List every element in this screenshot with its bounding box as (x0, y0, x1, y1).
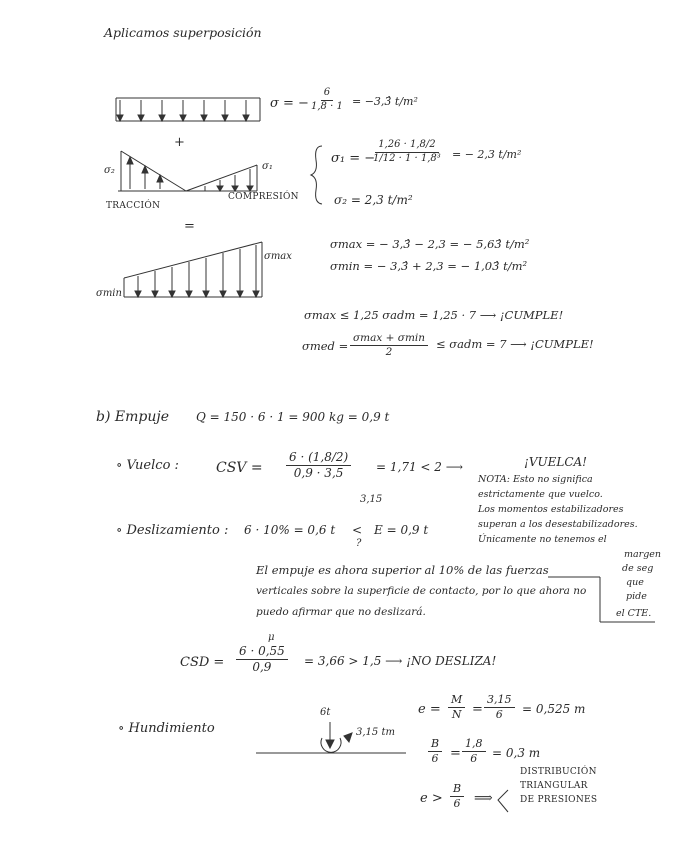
sigma-result: = −3,3̂ t/m² (352, 95, 418, 108)
bending-diagram (118, 151, 257, 191)
plus-sign: + (174, 135, 185, 150)
e-prefix: e = (418, 702, 441, 717)
csv-under: 3,15 (360, 494, 383, 505)
e-gt-den: 6 (453, 796, 461, 810)
dist-line: DISTRIBUCIÓN (520, 767, 597, 777)
csv-den: 0,9 · 3,5 (293, 465, 344, 480)
nota-line: Únicamente no tenemos el (478, 534, 607, 545)
sigma-min-line: σmin = − 3,3̂ + 2,3 = − 1,03̂ t/m² (330, 259, 528, 273)
nota-line: Los momentos estabilizadores (478, 504, 624, 515)
empuje-header: b) Empuje (96, 409, 169, 425)
brace (311, 146, 322, 204)
sigma-num: 6 (321, 88, 333, 101)
csv-fraction (286, 451, 351, 479)
e-fraction-2 (484, 694, 515, 720)
csv-prefix: CSV = (216, 460, 263, 476)
dist-line: DE PRESIONES (520, 795, 598, 805)
deslizamiento-e: E = 0,9 t (374, 523, 429, 537)
e-gt-prefix: e > (420, 791, 443, 806)
csd-fraction (236, 645, 288, 673)
b6-num-1: B (428, 738, 442, 752)
margen-line: margen (624, 549, 662, 560)
e-num-2: 3,15 (484, 694, 515, 708)
moment-label: 3,15 tm (356, 727, 395, 738)
dist-brace (498, 790, 508, 812)
empuje-equation: Q = 150 · 6 · 1 = 900 kg = 0,9 t (196, 410, 390, 424)
csd-num: 6 · 0,55 (236, 645, 288, 660)
sigma-max-line: σmax = − 3,3̂ − 2,3 = − 5,63̂ t/m² (330, 237, 530, 251)
hundimiento-label: ∘ Hundimiento (118, 721, 215, 736)
csv-result: = 1,71 < 2 ⟶ (376, 460, 463, 474)
csv-num: 6 · (1,8/2) (286, 451, 351, 466)
uniform-load-diagram (116, 98, 260, 121)
margen-line: que (626, 577, 644, 588)
sigma-med-den: 2 (385, 346, 393, 359)
vuelca-text: ¡VUELCA! (524, 455, 587, 469)
b6-fraction-2 (462, 738, 486, 764)
sigma1-prefix: σ₁ = − (331, 151, 376, 166)
csd-den: 0,9 (252, 659, 272, 674)
sigma-den: 1,8 · 1 (311, 100, 343, 112)
page-title: Aplicamos superposición (104, 25, 262, 40)
compresion-label: COMPRESIÓN (228, 192, 299, 202)
e-gt-arrow: ⟹ (474, 791, 493, 806)
b6-mid: = (450, 746, 461, 761)
resultant-diagram (124, 242, 262, 297)
deslizamiento-eq: 6 · 10% = 0,6 t (244, 523, 336, 537)
sigma1-fraction (370, 140, 444, 164)
sigma2-line: σ₂ = 2,3 t/m² (334, 193, 413, 207)
sigma1-result: = − 2,3 t/m² (452, 148, 522, 161)
deslizamiento-question: ? (356, 538, 362, 549)
sigma1-num: 1,26 · 1,8/2 (375, 140, 438, 153)
e-den-2: 6 (495, 707, 503, 721)
b6-den-2: 6 (470, 751, 478, 765)
sigma-fraction (308, 88, 346, 112)
vuelco-label: ∘ Vuelco : (116, 458, 179, 473)
deslizamiento-label: ∘ Deslizamiento : (116, 523, 229, 538)
csd-result: = 3,66 > 1,5 ⟶ ¡NO DESLIZA! (304, 654, 497, 668)
label-sigma-max: σmax (264, 251, 292, 262)
e-fraction-1 (448, 694, 465, 720)
load-label: 6t (320, 707, 331, 718)
paragraph-line: puedo afirmar que no deslizará. (256, 606, 426, 618)
sigma-med-fraction (350, 333, 428, 358)
b6-result: = 0,3 m (492, 746, 541, 760)
sigma-eq-prefix: σ = − (270, 96, 309, 111)
csd-prefix: CSD = (180, 655, 225, 670)
e-mid: = (472, 702, 483, 717)
e-gt-num: B (450, 783, 464, 797)
e-num-1: M (448, 694, 465, 708)
traccion-label: TRACCIÓN (106, 201, 161, 211)
paragraph-line: El empuje es ahora superior al 10% de las fuerzas (256, 563, 549, 577)
nota-line: NOTA: Esto no significa (478, 474, 593, 485)
nota-line: estrictamente que vuelco. (478, 489, 603, 500)
nota-line: superan a los desestabilizadores. (478, 519, 638, 530)
b6-den-1: 6 (431, 751, 439, 765)
margen-line: pide (626, 591, 647, 602)
label-sigma1: σ₁ (262, 161, 273, 172)
sigma-med-suffix: ≤ σadm = 7 ⟶ ¡CUMPLE! (436, 337, 594, 351)
e-den-1: N (451, 707, 462, 721)
paragraph-line: verticales sobre la superficie de contacto, por lo que ahora no (256, 585, 587, 597)
equals-sign: = (184, 219, 195, 234)
e-gt-fraction (450, 783, 464, 809)
label-sigma2: σ₂ (104, 165, 115, 176)
margen-line: el CTE. (616, 608, 652, 619)
check-sigma-max: σmax ≤ 1,25 σadm = 1,25 · 7 ⟶ ¡CUMPLE! (304, 308, 564, 322)
csd-mu: μ (268, 632, 275, 643)
sigma-med-prefix: σmed = (302, 339, 349, 353)
e-result: = 0,525 m (522, 702, 586, 716)
b6-fraction-1 (428, 738, 442, 764)
sigma-med-num: σmax + σmin (350, 333, 428, 346)
b6-num-2: 1,8 (462, 738, 486, 752)
label-sigma-min: σmin (96, 288, 122, 299)
sigma1-den: 1/12 · 1 · 1,8³ (373, 152, 441, 164)
margen-line: de seg (622, 563, 654, 574)
dist-line: TRIANGULAR (520, 781, 588, 791)
deslizamiento-lt: < (352, 523, 363, 537)
